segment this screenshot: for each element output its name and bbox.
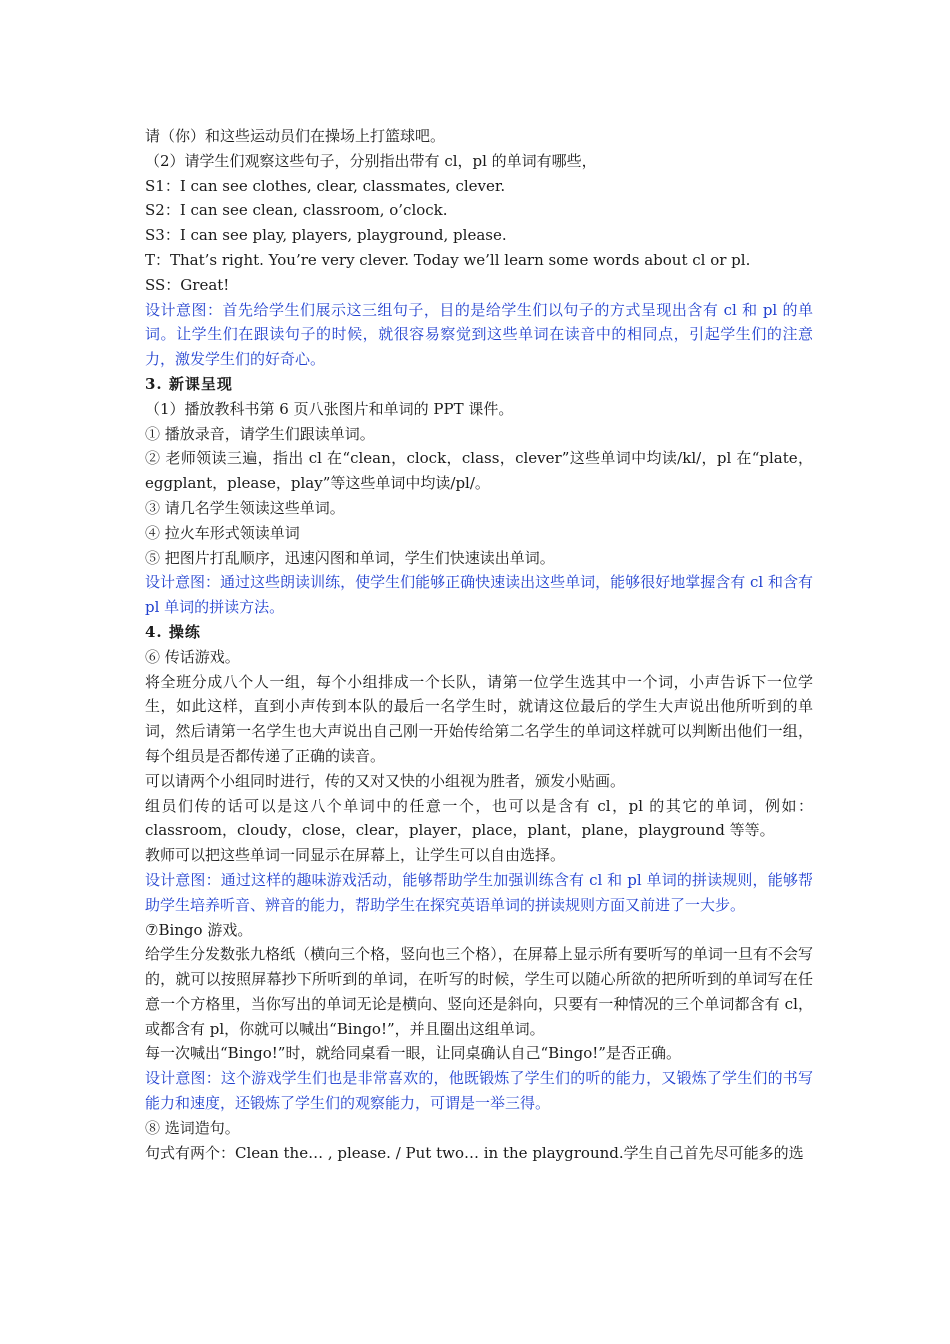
step-item: ⑧ 选词造句。 (145, 1118, 240, 1137)
text-line: （1）播放教科书第 6 页八张图片和单词的 PPT 课件。 (145, 399, 514, 418)
document-page (145, 124, 813, 1165)
step-item: ⑤ 把图片打乱顺序，迅速闪图和单词，学生们快速读出单词。 (145, 548, 555, 567)
text-line: 每一次喊出“Bingo!”时，就给同桌看一眼，让同桌确认自己“Bingo!”是否正确。 (145, 1044, 681, 1063)
design-intent-note: 设计意图：通过这样的趣味游戏活动，能够帮助学生加强训练含有 cl 和 pl 单词的拼读规则，能够帮助学生培养听音、辨音的能力，帮助学生在探究英语单词的拼读规则方面又前进了一大步。 (145, 870, 813, 914)
paragraph: 将全班分成八个人一组，每个小组排成一个长队，请第一位学生选其中一个词，小声告诉下一位学生，如此这样，直到小声传到本队的最后一名学生时，就请这位最后的学生大声说出他所听到的单词，然后请第一名学生也大声说出自己刚一开始传给第二名学生的单词这样就可以判断出他们一组，每个组员是否都传递了正确的读音。 (145, 672, 813, 765)
section-heading: 4. 操练 (145, 622, 201, 641)
step-item: ③ 请几名学生领读这些单词。 (145, 498, 345, 517)
section-heading: 3. 新课呈现 (145, 374, 233, 393)
paragraph: 组员们传的话可以是这八个单词中的任意一个，也可以是含有 cl，pl 的其它的单词，例如：classroom，cloudy，close，clear，player，place，plant，plane，playground 等等。 (145, 796, 813, 840)
paragraph: 给学生分发数张九格纸（横向三个格，竖向也三个格），在屏幕上显示所有要听写的单词一旦有不会写的，就可以按照屏幕抄下所听到的单词，在听写的时候，学生可以随心所欲的把所听到的单词写在任意一个方格里，当你写出的单词无论是横向、竖向还是斜向，只要有一种情况的三个单词都含有 cl，或都含有 pl，你就可以喊出“Bingo!”，并且圈出这组单词。 (145, 945, 813, 1038)
step-item: ① 播放录音，请学生们跟读单词。 (145, 424, 375, 443)
step-item: ⑥ 传话游戏。 (145, 647, 240, 666)
text-line: 句式有两个：Clean the… , please. / Put two… in the playground.学生自己首先尽可能多的选 (145, 1143, 804, 1162)
dialogue-line: S1：I can see clothes, clear, classmates, clever. (145, 176, 506, 195)
step-item: ② 老师领读三遍，指出 cl 在“clean，clock，class，clever”这些单词中均读/kl/，pl 在“plate，eggplant，please，play”等这些单词中均读/pl/。 (145, 449, 813, 493)
text-line: 可以请两个小组同时进行，传的又对又快的小组视为胜者，颁发小贴画。 (145, 771, 626, 790)
text-line: 请（你）和这些运动员们在操场上打篮球吧。 (145, 127, 446, 145)
dialogue-line: SS：Great! (145, 275, 230, 294)
design-intent-note: 设计意图：这个游戏学生们也是非常喜欢的，他既锻炼了学生们的听的能力，又锻炼了学生们的书写能力和速度，还锻炼了学生们的观察能力，可谓是一举三得。 (145, 1069, 813, 1113)
text-line: 教师可以把这些单词一同显示在屏幕上，让学生可以自由选择。 (145, 846, 566, 865)
text-line: （2）请学生们观察这些句子，分别指出带有 cl，pl 的单词有哪些， (145, 151, 597, 170)
step-item: ⑦Bingo 游戏。 (145, 920, 253, 939)
design-intent-note: 设计意图：通过这些朗读训练，使学生们能够正确快速读出这些单词，能够很好地掌握含有 cl 和含有 pl 单词的拼读方法。 (145, 573, 813, 617)
dialogue-line: T：That’s right. You’re very clever. Today we’ll learn some words about cl or pl. (145, 250, 751, 269)
dialogue-line: S2：I can see clean, classroom, o’clock. (145, 201, 448, 220)
dialogue-line: S3：I can see play, players, playground, please. (145, 226, 507, 245)
design-intent-note: 设计意图：首先给学生们展示这三组句子，目的是给学生们以句子的方式呈现出含有 cl 和 pl 的单词。让学生们在跟读句子的时候，就很容易察觉到这些单词在读音中的相同点，引起学生们的注意力，激发学生们的好奇心。 (145, 300, 813, 369)
step-item: ④ 拉火车形式领读单词 (145, 523, 300, 542)
